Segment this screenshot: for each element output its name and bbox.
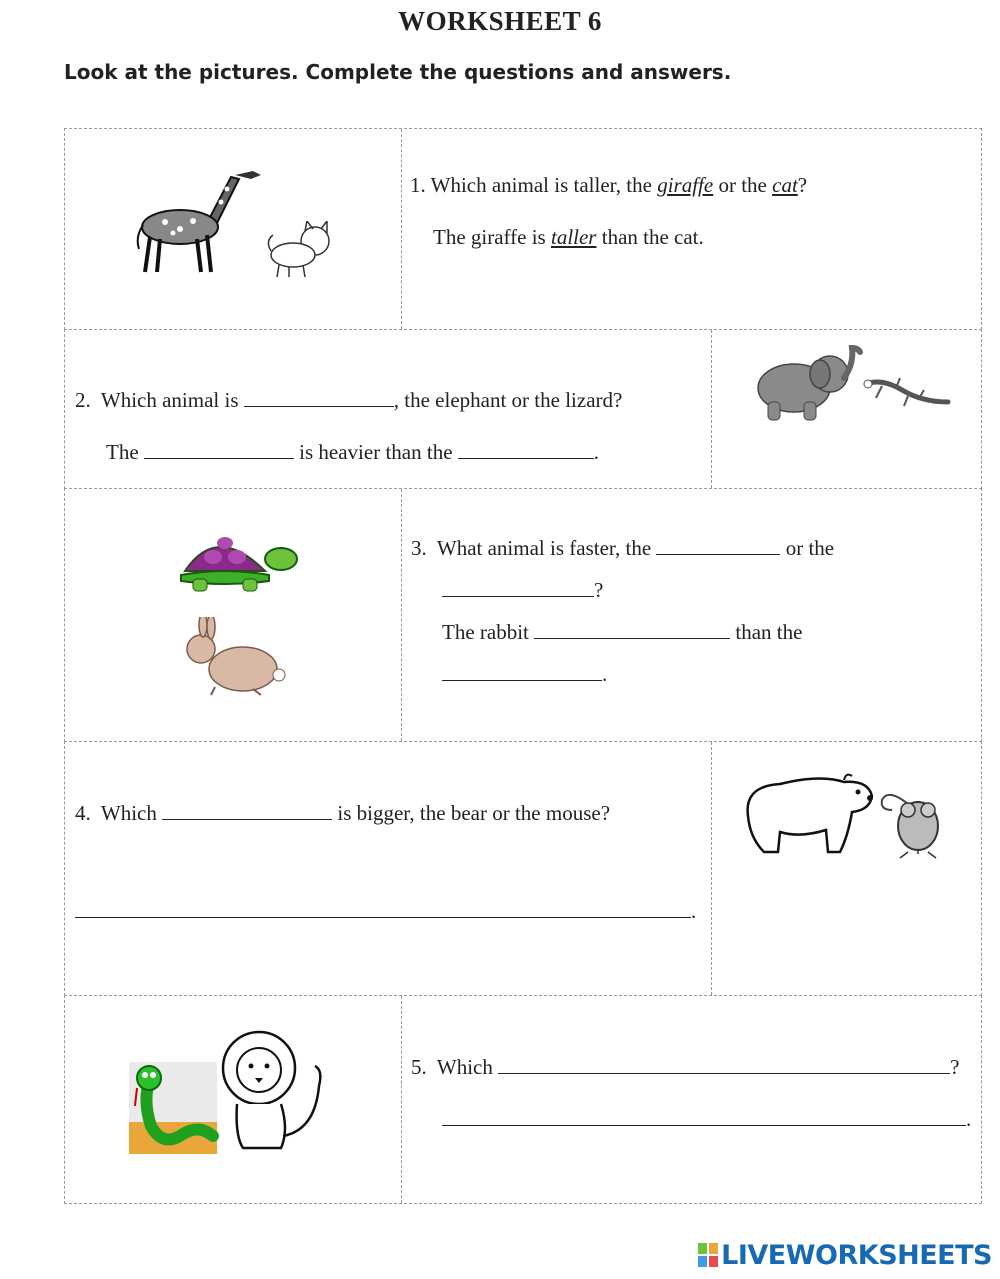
q2-answer-end: . (593, 440, 600, 464)
q3-blank-2[interactable] (442, 575, 594, 597)
q4-answer-blank[interactable] (75, 896, 691, 918)
row-5 (64, 995, 982, 1204)
q1-text-b: or the (718, 173, 767, 197)
row-1 (64, 128, 982, 330)
q2-number: 2. (75, 388, 91, 412)
q5-answer-end: . (966, 1107, 972, 1131)
q2-blank-2[interactable] (144, 437, 294, 459)
lizard-picture (862, 372, 952, 422)
question-cell-3 (401, 489, 981, 741)
q5-answer-blank[interactable] (442, 1104, 966, 1126)
q1-answer-b: than the cat. (601, 225, 704, 249)
picture-cell-turtle-rabbit (65, 489, 401, 741)
q5-blank-1[interactable] (498, 1052, 950, 1074)
watermark-text: LIVEWORKSHEETS (721, 1240, 992, 1271)
q3-answer-b: than the (735, 620, 803, 644)
cat-picture (265, 221, 337, 281)
liveworksheets-logo-icon (698, 1243, 718, 1267)
lion-picture (219, 1026, 329, 1156)
question-cell-5 (401, 996, 981, 1203)
q2-text-a: Which animal is (100, 388, 239, 412)
q3-qmark: ? (594, 578, 604, 602)
row-2 (64, 329, 982, 489)
picture-cell-bear-mouse (711, 742, 981, 995)
giraffe-picture (135, 167, 265, 277)
question-cell-4 (65, 742, 711, 995)
q5-number: 5. (411, 1055, 427, 1079)
q3-answer-end: . (602, 662, 608, 686)
q5-qmark: ? (950, 1055, 960, 1079)
bear-picture (740, 766, 876, 858)
row-3 (64, 488, 982, 742)
q4-blank-1[interactable] (162, 798, 332, 820)
q3-blank-1[interactable] (656, 533, 780, 555)
q1-text-a: Which animal is taller, the (430, 173, 652, 197)
picture-cell-giraffe-cat (65, 129, 401, 329)
q3-blank-3[interactable] (534, 617, 730, 639)
q1-word-cat: cat (772, 173, 798, 197)
q2-blank-1[interactable] (244, 385, 394, 407)
q4-number: 4. (75, 801, 91, 825)
q2-text-b: , the elephant or the lizard? (393, 388, 623, 412)
picture-cell-elephant-lizard (711, 330, 981, 488)
picture-cell-snake-lion (65, 996, 401, 1203)
liveworksheets-watermark (698, 1240, 992, 1271)
snake-picture (129, 1062, 219, 1156)
q5-text-a: Which (436, 1055, 493, 1079)
q3-blank-4[interactable] (442, 659, 602, 681)
q3-answer-a: The rabbit (442, 620, 529, 644)
q3-text-b: or the (785, 536, 835, 560)
q1-word-giraffe: giraffe (657, 173, 714, 197)
q1-answer-a: The giraffe is (433, 225, 546, 249)
q3-number: 3. (411, 536, 427, 560)
elephant-picture (748, 344, 864, 424)
worksheet-title: WORKSHEET 6 (398, 6, 602, 36)
q1-qmark: ? (797, 173, 808, 197)
row-4 (64, 741, 982, 996)
q4-text-a: Which (100, 801, 157, 825)
q4-answer-end: . (691, 899, 697, 923)
mouse-picture (878, 784, 948, 860)
turtle-picture (177, 527, 301, 595)
question-cell-1 (401, 129, 981, 329)
q3-text-a: What animal is faster, the (436, 536, 652, 560)
q2-blank-3[interactable] (458, 437, 594, 459)
q2-answer-b: is heavier than the (299, 440, 453, 464)
rabbit-picture (181, 617, 291, 697)
q1-word-taller: taller (550, 225, 597, 249)
question-cell-2 (65, 330, 711, 488)
instructions: Look at the pictures. Complete the questions and answers. (64, 60, 732, 84)
q2-answer-a: The (106, 440, 139, 464)
q1-number: 1. (410, 173, 426, 197)
q4-text-b: is bigger, the bear or the mouse? (337, 801, 611, 825)
